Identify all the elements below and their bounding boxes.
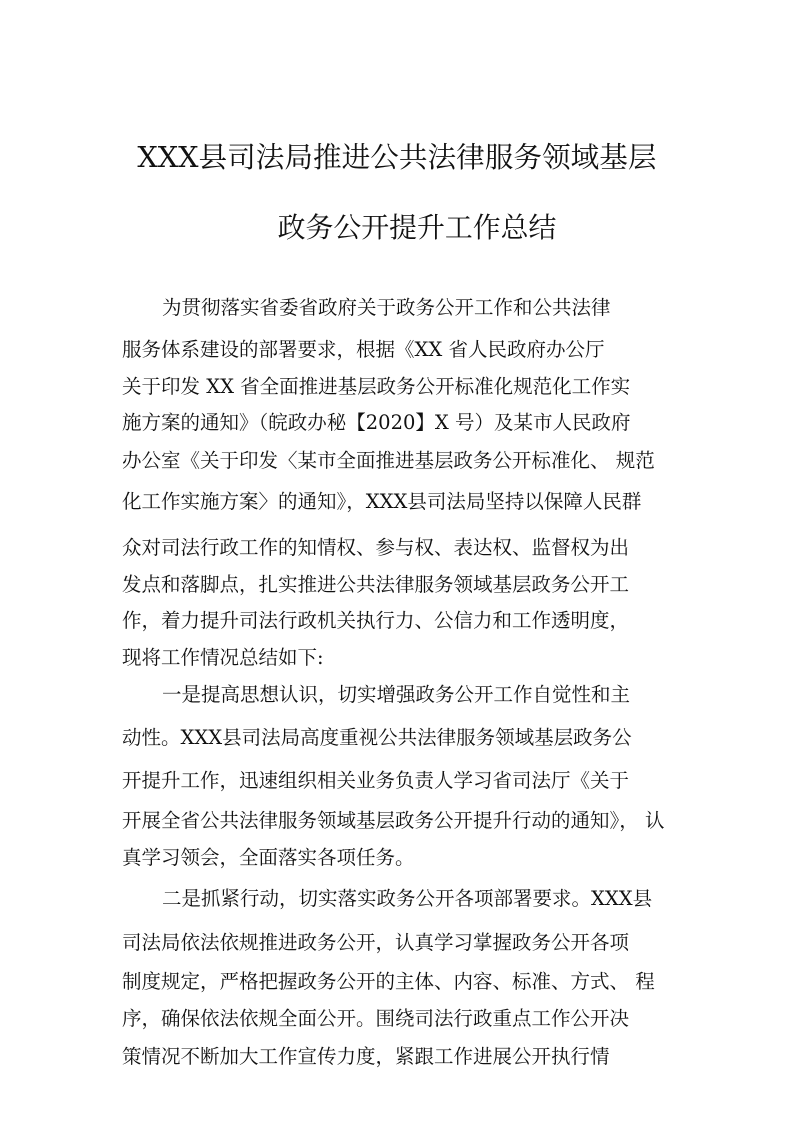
paragraph-line: 化工作实施方案〉的通知》，XXX县司法局坚持以保障人民群 [122, 490, 642, 513]
paragraph-line: 真学习领会，全面落实各项任务。 [122, 846, 415, 869]
paragraph-line: 序，确保依法依规全面公开。围绕司法行政重点工作公开决 [122, 1007, 630, 1030]
document-title-line-2: 政务公开提升工作总结 [277, 211, 557, 244]
paragraph-line: 服务体系建设的部署要求，根据《XX 省人民政府办公厅 [122, 338, 605, 361]
paragraph-line: 现将工作情况总结如下: [122, 646, 324, 669]
paragraph-line: 办公室《关于印发〈某市全面推进基层政务公开标准化、 规范 [122, 449, 655, 472]
paragraph-line: 开展全省公共法律服务领域基层政务公开提升行动的通知》， 认 [122, 809, 665, 832]
paragraph-line: 司法局依法依规推进政务公开，认真学习掌握政务公开各项 [122, 931, 630, 954]
paragraph-line: 制度规定，严格把握政务公开的主体、内容、标准、方式、 程 [122, 970, 655, 993]
paragraph-line: 施方案的通知》（皖政办秘【2020】X 号）及某市人民政府 [122, 411, 631, 434]
paragraph-line: 一是提高思想认识，切实增强政务公开工作自觉性和主 [162, 683, 631, 706]
document-title-line-1: XXX县司法局推进公共法律服务领域基层 [137, 140, 657, 174]
paragraph-line: 开提升工作，迅速组织相关业务负责人学习省司法厅《关于 [122, 769, 630, 792]
paragraph-line: 作，着力提升司法行政机关执行力、公信力和工作透明度， [122, 609, 630, 632]
paragraph-line: 为贯彻落实省委省政府关于政务公开工作和公共法律 [162, 296, 611, 319]
paragraph-line: 动性。XXX县司法局高度重视公共法律服务领域基层政务公 [122, 726, 632, 749]
paragraph-line: 关于印发 XX 省全面推进基层政务公开标准化规范化工作实 [122, 375, 631, 398]
paragraph-line: 发点和落脚点，扎实推进公共法律服务领域基层政务公开工 [122, 573, 630, 596]
paragraph-line: 二是抓紧行动，切实落实政务公开各项部署要求。XXX县 [162, 887, 653, 910]
paragraph-line: 众对司法行政工作的知情权、参与权、表达权、监督权为出 [122, 536, 630, 559]
paragraph-line: 策情况不断加大工作宣传力度，紧跟工作进展公开执行情 [122, 1045, 610, 1068]
